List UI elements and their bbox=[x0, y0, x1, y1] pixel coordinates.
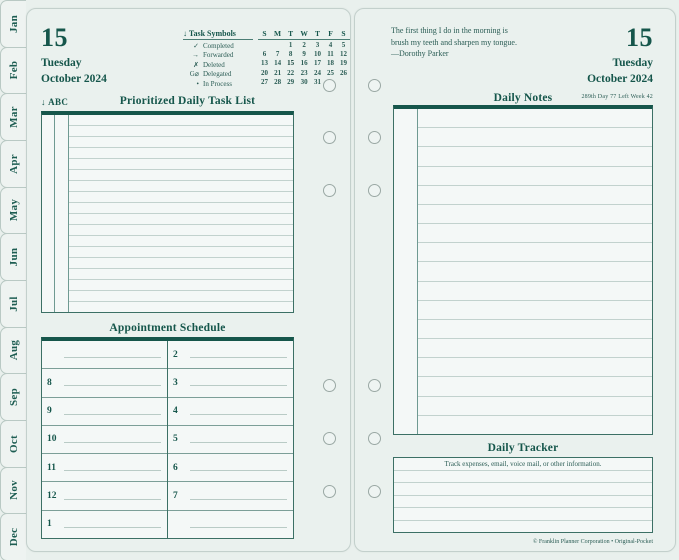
task-row[interactable] bbox=[69, 181, 293, 192]
appointment-hour-label: 9 bbox=[47, 406, 52, 417]
month-tab-label: Oct bbox=[7, 434, 20, 453]
appointment-row-9[interactable] bbox=[42, 398, 167, 426]
binder-hole bbox=[368, 79, 381, 92]
appointment-row-4[interactable] bbox=[168, 398, 293, 426]
month-tab-label: Dec bbox=[7, 527, 20, 547]
appointment-schedule[interactable] bbox=[41, 337, 294, 539]
appointment-hour-label: 3 bbox=[173, 377, 178, 388]
task-symbols-list bbox=[183, 42, 253, 88]
calendar-day-7[interactable]: 7 bbox=[275, 50, 280, 59]
appointment-row-5[interactable] bbox=[168, 426, 293, 454]
calendar-day-6[interactable]: 6 bbox=[262, 50, 267, 59]
left-month-year: October 2024 bbox=[41, 72, 107, 85]
binder-hole bbox=[368, 184, 381, 197]
mini-calendar bbox=[258, 29, 350, 87]
appointment-row-blank[interactable] bbox=[168, 511, 293, 538]
calendar-day-16[interactable]: 16 bbox=[300, 59, 308, 68]
calendar-week-row bbox=[258, 40, 350, 50]
appointment-hour-label: 4 bbox=[173, 406, 178, 417]
daily-tracker-row[interactable] bbox=[394, 496, 652, 508]
month-tab-jul[interactable] bbox=[0, 280, 26, 328]
appointment-row-1[interactable] bbox=[42, 511, 167, 538]
daily-quote bbox=[391, 25, 551, 60]
daily-notes-area[interactable] bbox=[393, 105, 653, 435]
daily-tracker-rows[interactable] bbox=[394, 471, 652, 532]
calendar-day-8[interactable]: 8 bbox=[288, 50, 293, 59]
calendar-day-22[interactable]: 22 bbox=[287, 68, 295, 77]
month-tab-jan[interactable] bbox=[0, 0, 26, 48]
calendar-week-row bbox=[258, 59, 350, 68]
task-row[interactable] bbox=[69, 126, 293, 137]
calendar-day-10[interactable]: 10 bbox=[314, 50, 322, 59]
month-tab-feb[interactable] bbox=[0, 47, 26, 95]
quote-attribution: —Dorothy Parker bbox=[391, 49, 449, 59]
appointment-row-3[interactable] bbox=[168, 369, 293, 397]
month-tab-jun[interactable] bbox=[0, 233, 26, 281]
appointment-row-7[interactable] bbox=[168, 482, 293, 510]
month-tab-apr[interactable] bbox=[0, 140, 26, 188]
appointment-write-line bbox=[190, 357, 287, 358]
calendar-day-empty bbox=[324, 78, 337, 87]
daily-note-row[interactable] bbox=[418, 205, 652, 224]
quote-line-1: The first thing I do in the morning is bbox=[391, 26, 508, 35]
appointment-write-line bbox=[64, 499, 161, 500]
task-row[interactable] bbox=[69, 236, 293, 247]
calendar-weekday-header: S bbox=[341, 29, 346, 38]
calendar-day-empty bbox=[337, 78, 350, 87]
binder-hole bbox=[368, 131, 381, 144]
task-symbol-glyph-delegated-icon: G⌀ bbox=[189, 70, 199, 78]
task-symbol-row bbox=[183, 70, 253, 78]
task-symbols-heading bbox=[183, 29, 253, 40]
calendar-day-12[interactable]: 12 bbox=[340, 50, 347, 59]
daily-note-row[interactable] bbox=[418, 282, 652, 301]
calendar-day-29[interactable]: 29 bbox=[287, 78, 295, 87]
task-row[interactable] bbox=[69, 115, 293, 126]
binder-hole bbox=[323, 432, 336, 445]
month-tab-label: Feb bbox=[7, 61, 20, 80]
month-tab-sep[interactable] bbox=[0, 373, 26, 421]
task-symbol-label: In Process bbox=[203, 79, 232, 88]
calendar-day-3[interactable]: 3 bbox=[315, 40, 320, 49]
appointment-write-line bbox=[64, 527, 161, 528]
task-row[interactable] bbox=[69, 214, 293, 225]
task-priority-column[interactable] bbox=[42, 115, 55, 312]
daily-notes-title: Daily Notes bbox=[493, 92, 553, 104]
binder-hole bbox=[368, 379, 381, 392]
daily-note-row[interactable] bbox=[418, 224, 652, 243]
daily-tracker-row[interactable] bbox=[394, 508, 652, 520]
month-tab-aug[interactable] bbox=[0, 327, 26, 375]
task-symbol-row bbox=[183, 51, 253, 59]
calendar-day-9[interactable]: 9 bbox=[302, 50, 306, 59]
task-symbol-glyph-completed-icon: ✓ bbox=[193, 41, 199, 50]
task-entry-rows[interactable] bbox=[69, 115, 293, 312]
binder-hole bbox=[323, 184, 336, 197]
daily-note-row[interactable] bbox=[418, 397, 652, 416]
daily-note-row[interactable] bbox=[418, 128, 652, 147]
calendar-day-empty bbox=[271, 40, 284, 50]
task-row[interactable] bbox=[69, 148, 293, 159]
appointment-hour-label: 8 bbox=[47, 377, 52, 388]
prioritized-task-list[interactable] bbox=[41, 111, 294, 313]
task-symbol-label: Forwarded bbox=[203, 51, 234, 59]
task-symbol-label: Deleted bbox=[203, 60, 225, 69]
calendar-day-25[interactable]: 25 bbox=[327, 68, 334, 77]
binder-hole bbox=[368, 432, 381, 445]
calendar-day-27[interactable]: 27 bbox=[260, 78, 268, 87]
month-tab-may[interactable] bbox=[0, 187, 26, 235]
month-tab-label: Jan bbox=[7, 14, 20, 33]
task-row[interactable] bbox=[69, 192, 293, 203]
task-symbol-glyph-forwarded-icon: → bbox=[192, 51, 199, 59]
task-number-column[interactable] bbox=[55, 115, 69, 312]
appointment-hour-label: 10 bbox=[47, 434, 57, 445]
appointment-row-8[interactable] bbox=[42, 369, 167, 397]
calendar-week-row bbox=[258, 68, 350, 77]
calendar-day-26[interactable]: 26 bbox=[340, 68, 347, 77]
month-tab-label: Sep bbox=[7, 388, 20, 407]
daily-note-row[interactable] bbox=[418, 416, 652, 434]
task-symbols-legend bbox=[183, 29, 253, 88]
left-day-number: 15 bbox=[41, 23, 68, 52]
calendar-day-23[interactable]: 23 bbox=[300, 68, 308, 77]
calendar-weekday-header: F bbox=[328, 29, 333, 38]
daily-note-row[interactable] bbox=[418, 243, 652, 262]
month-tab-mar[interactable] bbox=[0, 93, 26, 141]
month-tab-strip bbox=[0, 0, 26, 560]
task-symbol-glyph-deleted-icon: ✗ bbox=[193, 60, 199, 69]
daily-note-row[interactable] bbox=[418, 147, 652, 166]
appointment-write-line bbox=[190, 527, 287, 528]
appointment-hour-label: 12 bbox=[47, 491, 57, 502]
binder-hole bbox=[368, 485, 381, 498]
appointment-write-line bbox=[190, 470, 287, 471]
daily-tracker-hint: Track expenses, email, voice mail, or other information. bbox=[394, 458, 652, 471]
calendar-weekday-header: T bbox=[315, 29, 321, 38]
appointment-write-line bbox=[64, 470, 161, 471]
task-row[interactable] bbox=[69, 203, 293, 214]
appointment-row-11[interactable] bbox=[42, 454, 167, 482]
appointment-write-line bbox=[64, 414, 161, 415]
task-row[interactable] bbox=[69, 159, 293, 170]
appointment-row-10[interactable] bbox=[42, 426, 167, 454]
appointment-hour-label: 1 bbox=[47, 519, 52, 530]
calendar-day-15[interactable]: 15 bbox=[287, 59, 295, 68]
mini-calendar-header-row bbox=[258, 29, 350, 40]
left-date-block bbox=[41, 25, 107, 87]
month-tab-label: May bbox=[7, 199, 20, 222]
calendar-week-row bbox=[258, 49, 350, 58]
daily-note-row[interactable] bbox=[418, 262, 652, 281]
task-list-title: Prioritized Daily Task List bbox=[119, 95, 256, 107]
month-tab-label: Aug bbox=[7, 340, 20, 361]
right-day-number: 15 bbox=[626, 23, 653, 52]
right-planner-page bbox=[354, 8, 676, 552]
binder-holes-right bbox=[355, 9, 395, 551]
daily-note-row[interactable] bbox=[418, 320, 652, 339]
abc-down-arrow-icon: ↓ bbox=[41, 97, 46, 107]
task-symbols-heading-label: Task Symbols bbox=[188, 29, 236, 38]
month-tab-label: Nov bbox=[7, 480, 20, 501]
calendar-day-2[interactable]: 2 bbox=[302, 40, 306, 49]
task-row[interactable] bbox=[69, 258, 293, 269]
month-tab-label: Jun bbox=[7, 247, 20, 267]
daily-note-row[interactable] bbox=[418, 186, 652, 205]
daily-note-row[interactable] bbox=[418, 301, 652, 320]
calendar-day-18[interactable]: 18 bbox=[327, 59, 334, 68]
copyright-footer: © Franklin Planner Corporation • Original-Pocket bbox=[532, 539, 653, 545]
left-page-content bbox=[39, 9, 347, 551]
daily-notes-margin-column[interactable] bbox=[394, 109, 418, 434]
calendar-weekday-header: T bbox=[288, 29, 294, 38]
calendar-day-28[interactable]: 28 bbox=[274, 78, 282, 87]
appointment-hour-label: 5 bbox=[173, 434, 178, 445]
appointment-write-line bbox=[64, 442, 161, 443]
daily-note-row[interactable] bbox=[418, 339, 652, 358]
appointment-hour-label: 6 bbox=[173, 462, 178, 473]
left-planner-page bbox=[26, 8, 351, 552]
task-row[interactable] bbox=[69, 225, 293, 236]
task-symbol-row bbox=[183, 61, 253, 69]
month-tab-dec[interactable] bbox=[0, 513, 26, 560]
daily-tracker-row[interactable] bbox=[394, 521, 652, 532]
task-row[interactable] bbox=[69, 280, 293, 291]
calendar-weekday-header: M bbox=[274, 29, 282, 38]
month-tab-oct[interactable] bbox=[0, 420, 26, 468]
appointment-row-6[interactable] bbox=[168, 454, 293, 482]
appointment-row-12[interactable] bbox=[42, 482, 167, 510]
binder-holes-left bbox=[310, 9, 350, 551]
calendar-day-17[interactable]: 17 bbox=[314, 59, 322, 68]
task-symbol-glyph-in-process-icon: • bbox=[196, 79, 199, 88]
daily-notes-rows[interactable] bbox=[418, 109, 652, 434]
appointment-column-afternoon[interactable] bbox=[168, 341, 293, 538]
right-weekday: Tuesday bbox=[612, 57, 653, 69]
calendar-day-31[interactable]: 31 bbox=[314, 78, 322, 87]
daily-note-row[interactable] bbox=[418, 358, 652, 377]
calendar-day-21[interactable]: 21 bbox=[274, 68, 282, 77]
calendar-day-14[interactable]: 14 bbox=[274, 59, 282, 68]
appointment-hour-label: 2 bbox=[173, 349, 178, 360]
right-page-content bbox=[391, 9, 655, 551]
calendar-day-20[interactable]: 20 bbox=[260, 68, 268, 77]
right-month-year: October 2024 bbox=[587, 72, 653, 85]
appointment-write-line bbox=[190, 499, 287, 500]
task-row[interactable] bbox=[69, 302, 293, 312]
daily-note-row[interactable] bbox=[418, 167, 652, 186]
down-arrow-icon: ↓ bbox=[183, 29, 187, 38]
appointment-write-line bbox=[190, 442, 287, 443]
binder-hole bbox=[323, 131, 336, 144]
calendar-weekday-header: S bbox=[262, 29, 267, 38]
daily-tracker-row[interactable] bbox=[394, 471, 652, 483]
appointment-write-line bbox=[190, 414, 287, 415]
task-row[interactable] bbox=[69, 291, 293, 302]
task-row[interactable] bbox=[69, 137, 293, 148]
task-symbol-label: Completed bbox=[203, 41, 234, 50]
task-row[interactable] bbox=[69, 269, 293, 280]
daily-tracker-title: Daily Tracker bbox=[487, 442, 559, 454]
appointment-write-line bbox=[190, 385, 287, 386]
calendar-day-24[interactable]: 24 bbox=[314, 68, 322, 77]
task-symbol-row bbox=[183, 42, 253, 50]
calendar-day-19[interactable]: 19 bbox=[340, 59, 347, 68]
month-tab-label: Apr bbox=[7, 153, 20, 174]
calendar-day-1[interactable]: 1 bbox=[288, 40, 293, 49]
month-tab-nov[interactable] bbox=[0, 467, 26, 515]
right-date-block bbox=[587, 25, 653, 87]
appointment-hour-label: 7 bbox=[173, 491, 178, 502]
daily-tracker-row[interactable] bbox=[394, 483, 652, 495]
appointment-column-morning[interactable] bbox=[42, 341, 168, 538]
task-row[interactable] bbox=[69, 247, 293, 258]
calendar-day-30[interactable]: 30 bbox=[300, 78, 308, 87]
appointment-schedule-title: Appointment Schedule bbox=[109, 322, 226, 334]
binder-hole bbox=[323, 485, 336, 498]
mini-calendar-table bbox=[258, 29, 350, 87]
quote-line-2: brush my teeth and sharpen my tongue. bbox=[391, 37, 517, 47]
calendar-weekday-header: W bbox=[300, 29, 308, 38]
day-of-year-meta: 289th Day 77 Left Week 42 bbox=[581, 94, 653, 100]
task-symbol-label: Delegated bbox=[203, 70, 232, 78]
task-symbol-row bbox=[183, 80, 253, 88]
appointment-hour-label: 11 bbox=[47, 462, 56, 473]
appointment-row-2[interactable] bbox=[168, 341, 293, 369]
binder-hole bbox=[323, 379, 336, 392]
calendar-day-4[interactable]: 4 bbox=[328, 40, 333, 49]
calendar-day-5[interactable]: 5 bbox=[341, 40, 346, 49]
abc-label: ABC bbox=[48, 97, 69, 107]
mini-calendar-body bbox=[258, 40, 350, 87]
task-row[interactable] bbox=[69, 170, 293, 181]
calendar-day-11[interactable]: 11 bbox=[327, 50, 334, 59]
daily-note-row[interactable] bbox=[418, 109, 652, 128]
appointment-write-line bbox=[64, 385, 161, 386]
calendar-day-13[interactable]: 13 bbox=[260, 59, 268, 68]
daily-note-row[interactable] bbox=[418, 377, 652, 396]
appointment-write-line bbox=[64, 357, 161, 358]
abc-column-header bbox=[41, 97, 68, 107]
appointment-row-blank[interactable] bbox=[42, 341, 167, 369]
left-weekday: Tuesday bbox=[41, 57, 82, 69]
daily-tracker-area[interactable] bbox=[393, 457, 653, 533]
calendar-day-empty bbox=[258, 40, 271, 50]
month-tab-label: Mar bbox=[7, 106, 20, 128]
month-tab-label: Jul bbox=[7, 296, 20, 312]
calendar-week-row bbox=[258, 78, 350, 87]
